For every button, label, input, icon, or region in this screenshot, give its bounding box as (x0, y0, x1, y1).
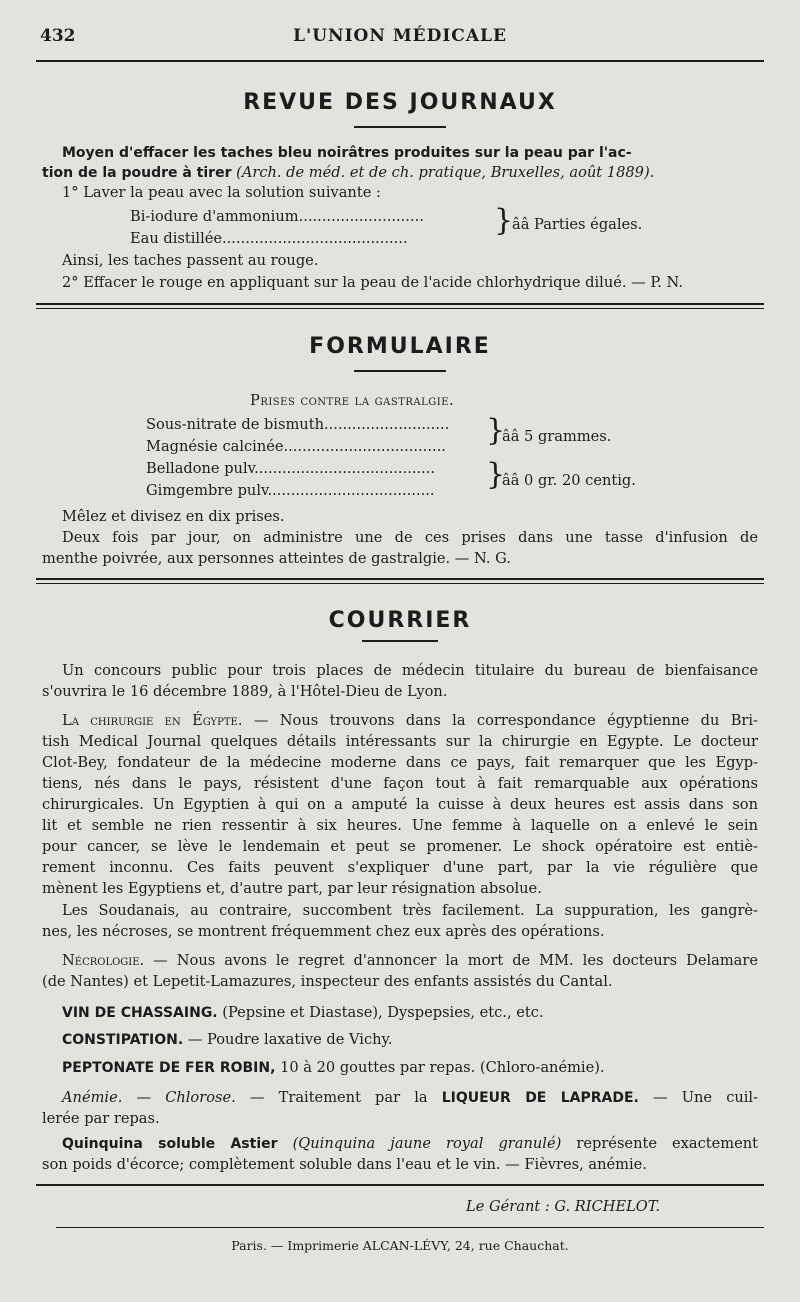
title-underline (354, 126, 446, 128)
ad-anemie-end: — Une cuil- (653, 1089, 759, 1106)
section-rule-thin (36, 583, 764, 584)
necrologie-heading: Nécrologie. (62, 952, 145, 969)
ad-pepto-bold: PEPTONATE DE FER ROBIN, (62, 1060, 276, 1076)
chirurgie-para-line (62, 710, 758, 732)
necrologie-para-line (62, 950, 758, 972)
step-1: 1° Laver la peau avec la solution suivante : (62, 184, 381, 201)
chirurgie-heading: La chirurgie en Égypte. (62, 712, 243, 729)
formula-subtitle: Prises contre la gastralgie. (250, 392, 455, 409)
chirurgie-line-6: pour cancer, se lève le lendemain et peut se promener. Le shock opératoire est entiè- (42, 838, 758, 855)
section-rule (36, 303, 764, 305)
footer-rule-bottom (56, 1227, 764, 1228)
ad-constip-rest: — Poudre laxative de Vichy. (187, 1031, 393, 1048)
section-title-revue: REVUE DES JOURNAUX (243, 90, 557, 115)
article-title: Moyen d'effacer les taches bleu noirâtres produites sur la peau par l'ac- (62, 145, 632, 161)
chirurgie-line-2: Clot-Bey, fondateur de la médecine moderne dans ce pays, fait remarquer que les Egyp- (42, 754, 758, 771)
dosage-text: Deux fois par jour, on administre une de ces prises dans une tasse d'infusion de (62, 529, 758, 546)
title-underline (354, 370, 446, 372)
ad-quinquina-cont: son poids d'écorce; complètement soluble dans l'eau et le vin. — Fièvres, anémie. (42, 1156, 647, 1173)
section-title-courrier: COURRIER (328, 608, 472, 633)
chirurgie-line-5: lit et semble ne rien ressentir à six heures. Une femme à laquelle on a enlevé le sein (42, 817, 758, 834)
chirurgie-line-8: mènent les Egyptiens et, d'autre part, par leur résignation absolue. (42, 880, 542, 897)
ingredient-1: Bi-iodure d'ammonium........................... (130, 208, 424, 225)
ad-quin-italic: (Quinquina jaune royal granulé) (292, 1135, 562, 1152)
formula-item-4: Gimgembre pulv.................................... (146, 482, 435, 499)
brace: } (486, 413, 506, 448)
ad-constip-bold: CONSTIPATION. (62, 1032, 184, 1048)
section-rule (36, 578, 764, 580)
ad-vin-chassaing (62, 1002, 544, 1024)
necrologie-line-0: — Nous avons le regret d'annoncer la mort de MM. les docteurs Delamare (153, 952, 758, 969)
ad-anemie-rest: — Traitement par la (249, 1089, 428, 1106)
chirurgie-line-1: tish Medical Journal quelques détails intéressants sur la chirurgie en Egypte. Le docteur (42, 733, 758, 750)
ad-peptonate (62, 1057, 605, 1079)
article-title-bold: tion de la poudre à tirer (42, 165, 232, 181)
brace: } (486, 457, 506, 492)
soudanais-line-0: Les Soudanais, au contraire, succombent très facilement. La suppuration, les gangrè- (62, 902, 758, 919)
ad-anemie-bold: LIQUEUR DE LAPRADE. (441, 1090, 639, 1106)
formula-item-3: Belladone pulv....................................... (146, 460, 436, 477)
soudanais-line-1: nes, les nécroses, se montrent fréquemment chez eux après des opérations. (42, 923, 605, 940)
result-text: Ainsi, les taches passent au rouge. (62, 252, 319, 269)
journal-title: L'UNION MÉDICALE (293, 26, 507, 46)
section-rule-thin (36, 308, 764, 309)
dose-1: ââ 5 grammes. (502, 428, 612, 445)
necrologie-line-1: (de Nantes) et Lepetit-Lamazures, inspecteur des enfants assistés du Cantal. (42, 973, 613, 990)
ad-quinquina (62, 1133, 758, 1155)
ingredient-2: Eau distillée........................................ (130, 230, 408, 247)
gerant-signature: Le Gérant : G. RICHELOT. (466, 1198, 660, 1215)
chirurgie-line-7: rement inconnu. Ces faits peuvent s'expliquer d'une part, par la vie régulière que (42, 859, 758, 876)
proportion: ââ Parties égales. (512, 216, 643, 233)
step-2: 2° Effacer le rouge en appliquant sur la peau de l'acide chlorhydrique dilué. — P. N. (62, 274, 683, 291)
ad-pepto-rest: 10 à 20 gouttes par repas. (Chloro-anémie). (280, 1059, 605, 1076)
dose-2: ââ 0 gr. 20 centig. (502, 472, 636, 489)
ad-quin-rest: représente exactement (576, 1135, 759, 1152)
article-title-cont (42, 162, 654, 184)
ad-quin-bold: Quinquina soluble Astier (62, 1136, 278, 1152)
brace: } (494, 203, 514, 238)
chirurgie-line-4: chirurgicales. Un Egyptien à qui on a amputé la cuisse à deux heures est assis dans son (42, 796, 758, 813)
formula-item-1: Sous-nitrate de bismuth........................... (146, 416, 450, 433)
title-underline (362, 640, 438, 642)
ad-anemie (62, 1087, 758, 1109)
ad-anemie-cont: lerée par repas. (42, 1110, 160, 1127)
ad-vin-bold: VIN DE CHASSAING. (62, 1005, 218, 1021)
ad-vin-rest: (Pepsine et Diastase), Dyspepsies, etc., etc. (222, 1004, 544, 1021)
article-source: (Arch. de méd. et de ch. pratique, Bruxelles, août 1889). (236, 164, 655, 181)
ad-constipation (62, 1029, 392, 1051)
footer-rule (36, 1184, 764, 1186)
section-title-formulaire: FORMULAIRE (309, 334, 491, 359)
chirurgie-line-3: tiens, nés dans le pays, résistent d'une façon tout à fait remarquable aux opérations (42, 775, 758, 792)
imprimerie-line: Paris. — Imprimerie ALCAN-LÉVY, 24, rue Chauchat. (231, 1238, 569, 1253)
mix-instruction: Mêlez et divisez en dix prises. (62, 508, 285, 525)
concours-text-cont: s'ouvrira le 16 décembre 1889, à l'Hôtel-Dieu de Lyon. (42, 683, 448, 700)
page-number: 432 (40, 26, 76, 46)
chirurgie-line-0: — Nous trouvons dans la correspondance égyptienne du Bri- (253, 712, 758, 729)
formula-item-2: Magnésie calcinée................................... (146, 438, 446, 455)
ad-anemie-italic: Anémie. — Chlorose. (62, 1089, 236, 1106)
dosage-text-cont: menthe poivrée, aux personnes atteintes de gastralgie. — N. G. (42, 550, 511, 567)
header-rule (36, 60, 764, 62)
concours-text: Un concours public pour trois places de médecin titulaire du bureau de bienfaisance (62, 662, 758, 679)
